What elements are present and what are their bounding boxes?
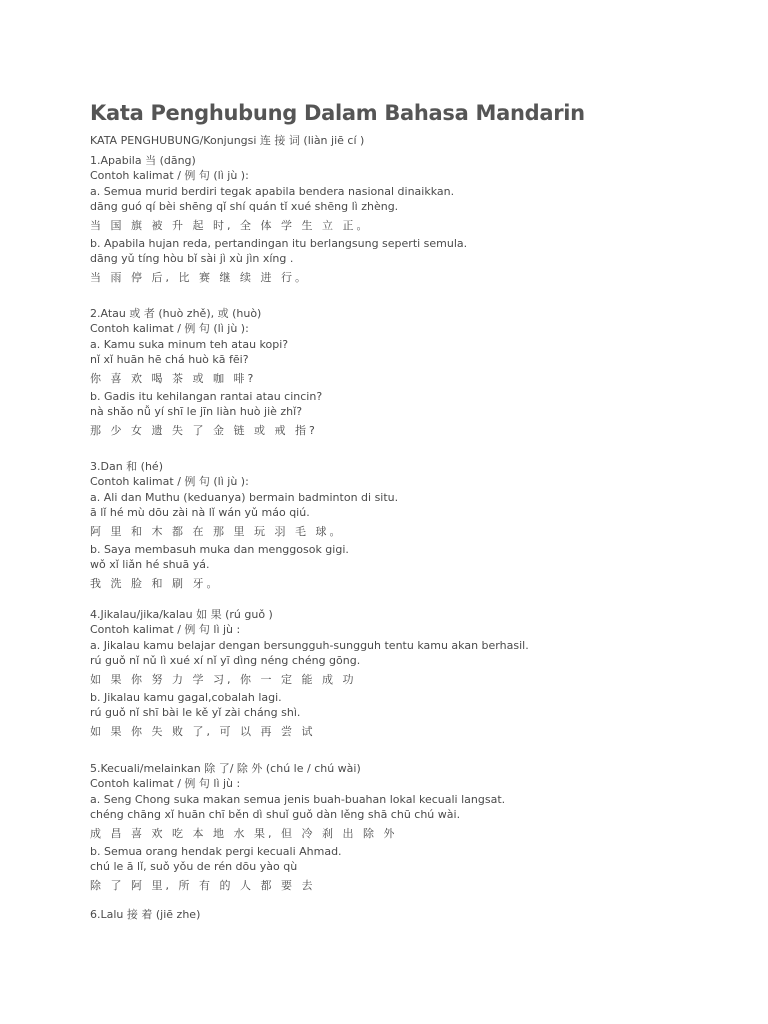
example-a-hanzi: 阿 里 和 木 都 在 那 里 玩 羽 毛 球。 [90,524,344,538]
section-heading: 5.Kecuali/melainkan 除 了/ 除 外 (chú le / chú wài) [90,762,361,775]
example-label: Contoh kalimat / 例 句 (lì jù ): [90,475,249,489]
example-a-pinyin: rú guǒ nǐ nǔ lì xué xí nǐ yī dìng néng chéng gōng. [90,654,361,668]
example-a-pinyin: dāng guó qí bèi shēng qǐ shí quán tǐ xué shēng lì zhèng. [90,200,399,214]
example-a-text: a. Semua murid berdiri tegak apabila bendera nasional dinaikkan. [90,184,455,198]
page-title: Kata Penghubung Dalam Bahasa Mandarin [90,101,585,125]
example-b-text: b. Saya membasuh muka dan menggosok gigi. [90,543,349,557]
example-a-text: a. Kamu suka minum teh atau kopi? [90,337,289,351]
example-b-pinyin: dāng yǔ tíng hòu bǐ sài jì xù jìn xíng . [90,252,294,266]
section-atau [90,306,322,441]
example-b-text: b. Semua orang hendak pergi kecuali Ahmad. [90,845,342,859]
example-a-hanzi: 成 昌 喜 欢 吃 本 地 水 果, 但 冷 刹 出 除 外 [90,826,398,840]
example-a-text: a. Ali dan Muthu (keduanya) bermain badminton di situ. [90,490,399,504]
example-b-pinyin: chú le ā lǐ, suǒ yǒu de rén dōu yào qù [90,860,298,874]
example-a-hanzi: 你 喜 欢 喝 茶 或 咖 啡? [90,371,257,385]
example-b-hanzi: 如 果 你 失 败 了, 可 以 再 尝 试 [90,724,316,738]
section-heading: 2.Atau 或 者 (huò zhě), 或 (huò) [90,307,262,320]
example-b-pinyin: nà shǎo nǚ yí shī le jīn liàn huò jiè zhǐ? [90,405,303,419]
page-subtitle: KATA PENGHUBUNG/Konjungsi 连 接 词 (liàn jiē cí ) [90,134,365,147]
example-a-hanzi: 如 果 你 努 力 学 习, 你 一 定 能 成 功 [90,672,357,686]
example-b-hanzi: 那 少 女 遗 失 了 金 链 或 戒 指? [90,423,318,437]
section-heading: 4.Jikalau/jika/kalau 如 果 (rú guǒ ) [90,608,273,621]
section-apabila [90,153,467,288]
example-b-text: b. Apabila hujan reda, pertandingan itu berlangsung seperti semula. [90,237,468,251]
example-a-pinyin: nǐ xǐ huān hē chá huò kā fēi? [90,353,249,367]
section-dan [90,459,398,594]
example-a-pinyin: ā lǐ hé mù dōu zài nà lǐ wán yǔ máo qiú. [90,506,310,520]
example-b-text: b. Jikalau kamu gagal,cobalah lagi. [90,691,282,705]
example-label: Contoh kalimat / 例 句 lì jù : [90,777,241,791]
example-b-text: b. Gadis itu kehilangan rantai atau cincin? [90,390,323,404]
example-b-hanzi: 当 雨 停 后, 比 赛 继 续 进 行。 [90,270,309,284]
example-b-hanzi: 我 洗 脸 和 刷 牙。 [90,576,221,590]
example-a-text: a. Seng Chong suka makan semua jenis buah-buahan lokal kecuali langsat. [90,792,506,806]
example-label: Contoh kalimat / 例 句 (lì jù ): [90,169,249,183]
section-heading: 6.Lalu 接 着 (jiē zhe) [90,908,201,921]
example-b-pinyin: rú guǒ nǐ shī bài le kě yǐ zài cháng shì. [90,706,301,720]
section-heading: 3.Dan 和 (hé) [90,460,163,473]
example-a-hanzi: 当 国 旗 被 升 起 时, 全 体 学 生 立 正。 [90,218,371,232]
example-a-pinyin: chéng chāng xǐ huān chī běn dì shuǐ guǒ dàn lěng shā chū chú wài. [90,808,461,822]
example-label: Contoh kalimat / 例 句 (lì jù ): [90,322,249,336]
example-b-hanzi: 除 了 阿 里, 所 有 的 人 都 要 去 [90,878,316,892]
example-a-text: a. Jikalau kamu belajar dengan bersungguh-sungguh tentu kamu akan berhasil. [90,638,529,652]
section-jikalau [90,607,529,742]
section-kecuali [90,761,505,896]
section-lalu [90,907,200,922]
section-heading: 1.Apabila 当 (dāng) [90,154,196,167]
example-label: Contoh kalimat / 例 句 lì jù : [90,623,241,637]
example-b-pinyin: wǒ xǐ liǎn hé shuā yá. [90,558,210,572]
